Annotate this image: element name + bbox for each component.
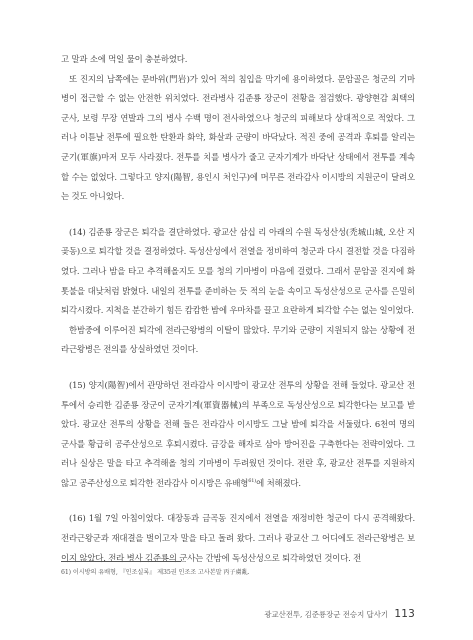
paragraph-16: (16) 1월 7일 아침이었다. 대장동과 금곡동 진지에서 전열을 재정비한 청군이 다시 공격해왔다. 전라근왕군과 재대결을 벌이고자 말을 타고 돌려 왔다. 그러나 광교산 그 어디에도 전라근왕병은 보이지 않았다. 전라 병사 김준룡의 군사는 간밤에 독성산성으로 퇴각하였던 것이다. 전: [61, 513, 415, 563]
paragraph-15-text: (15) 양지(陽智)에서 관망하던 전라감사 이시방이 광교산 전투의 상황을 전해 들었다. 광교산 전투에서 승리한 김준룡 장군이 군자기계(軍資器械)의 부족으로 독성산성으로 퇴각한다는 보고를 받았다. 광교산 전투의 상황을 전해 들은 전라감사 이시방도 그날 밤에 퇴각을 서둘렀다. 6천여 명의 군사를 황급히 공주산성으로 후퇴시켰다. 금강을 해자로 삼아 방어진을 구축한다는 전략이었다. 그러나 실상은 말을 타고 추격해올 청의 기마병이 두려웠던 것이다. 전란 후, 광교산 전투를 지원하지 않고 공주산성으로 퇴각한 전라감사 이시방은 유배형: [61, 379, 415, 488]
paragraph-15-tail: 에 처해졌다.: [256, 477, 301, 488]
page-number: 113: [394, 608, 415, 620]
running-title: 광교산전투, 김준룡장군 전승지 답사기: [264, 610, 388, 619]
body-text: [61, 50, 415, 568]
paragraph: 한밤중에 이루어진 퇴각에 전라근왕병의 이탈이 많았다. 무기와 군량이 지원되지 않는 상황에 전라근왕병은 전의를 상실하였던 것이다.: [61, 324, 415, 355]
running-footer: [240, 608, 415, 620]
paragraph-15: [61, 376, 415, 494]
paragraph: 또 진지의 남쪽에는 문바위(門岩)가 있어 적의 침입을 막기에 용이하였다. 문암골은 청군의 기마병이 접근할 수 없는 안전한 위치였다. 전라병사 김준룡 장군이 전황을 점검했다. 광양현감 최택의 군사, 보령 무장 연발과 그의 병사 수백 명이 전사하였으나 청군의 피해보다 상대적으로 적었다. 그러나 이튿날 전투에 필요한 탄환과 화약, 화살과 군량이 바닥났다. 적진 중에 공격과 후퇴를 알리는 군기(軍旗)마저 모두 사라졌다. 전투를 치를 병사가 줄고 군자기계가 바닥난 상태에서 전투를 계속할 수는 없었다. 그렇다고 양지(陽智, 용인시 처인구)에 머무른 전라감사 이시방의 지원군이 달려오는 것도 아니었다.: [61, 73, 415, 202]
paragraph-14: (14) 김준룡 장군은 퇴각을 결단하였다. 광교산 삼십 리 아래의 수원 독성산성(禿城山城, 오산 지곶동)으로 퇴각할 것을 결정하였다. 독성산성에서 전열을 정비하여 청군과 다시 결전할 것을 다짐하였다. 그러나 밤을 타고 추격해올지도 모를 청의 기마병이 마음에 걸렸다. 그래서 문암골 진지에 화톳불을 대낮처럼 밝혔다. 내일의 전투를 준비하는 듯 적의 눈을 속이고 독성산성으로 군사를 은밀히 퇴각시켰다. 지척을 분간하기 힘든 캄캄한 밤에 우마차를 끌고 요란하게 퇴각할 수는 없는 일이었다.: [61, 226, 415, 316]
footnote-divider: [61, 561, 181, 562]
footnote: 61) 이시방의 유배형, 『인조실록』 제35권 인조조 고사본말 丙子虜亂.: [61, 569, 250, 576]
footnote-reference[interactable]: 61): [248, 478, 257, 485]
paragraph-continuation: 고 말과 소에 먹일 물이 충분하였다.: [61, 54, 188, 64]
